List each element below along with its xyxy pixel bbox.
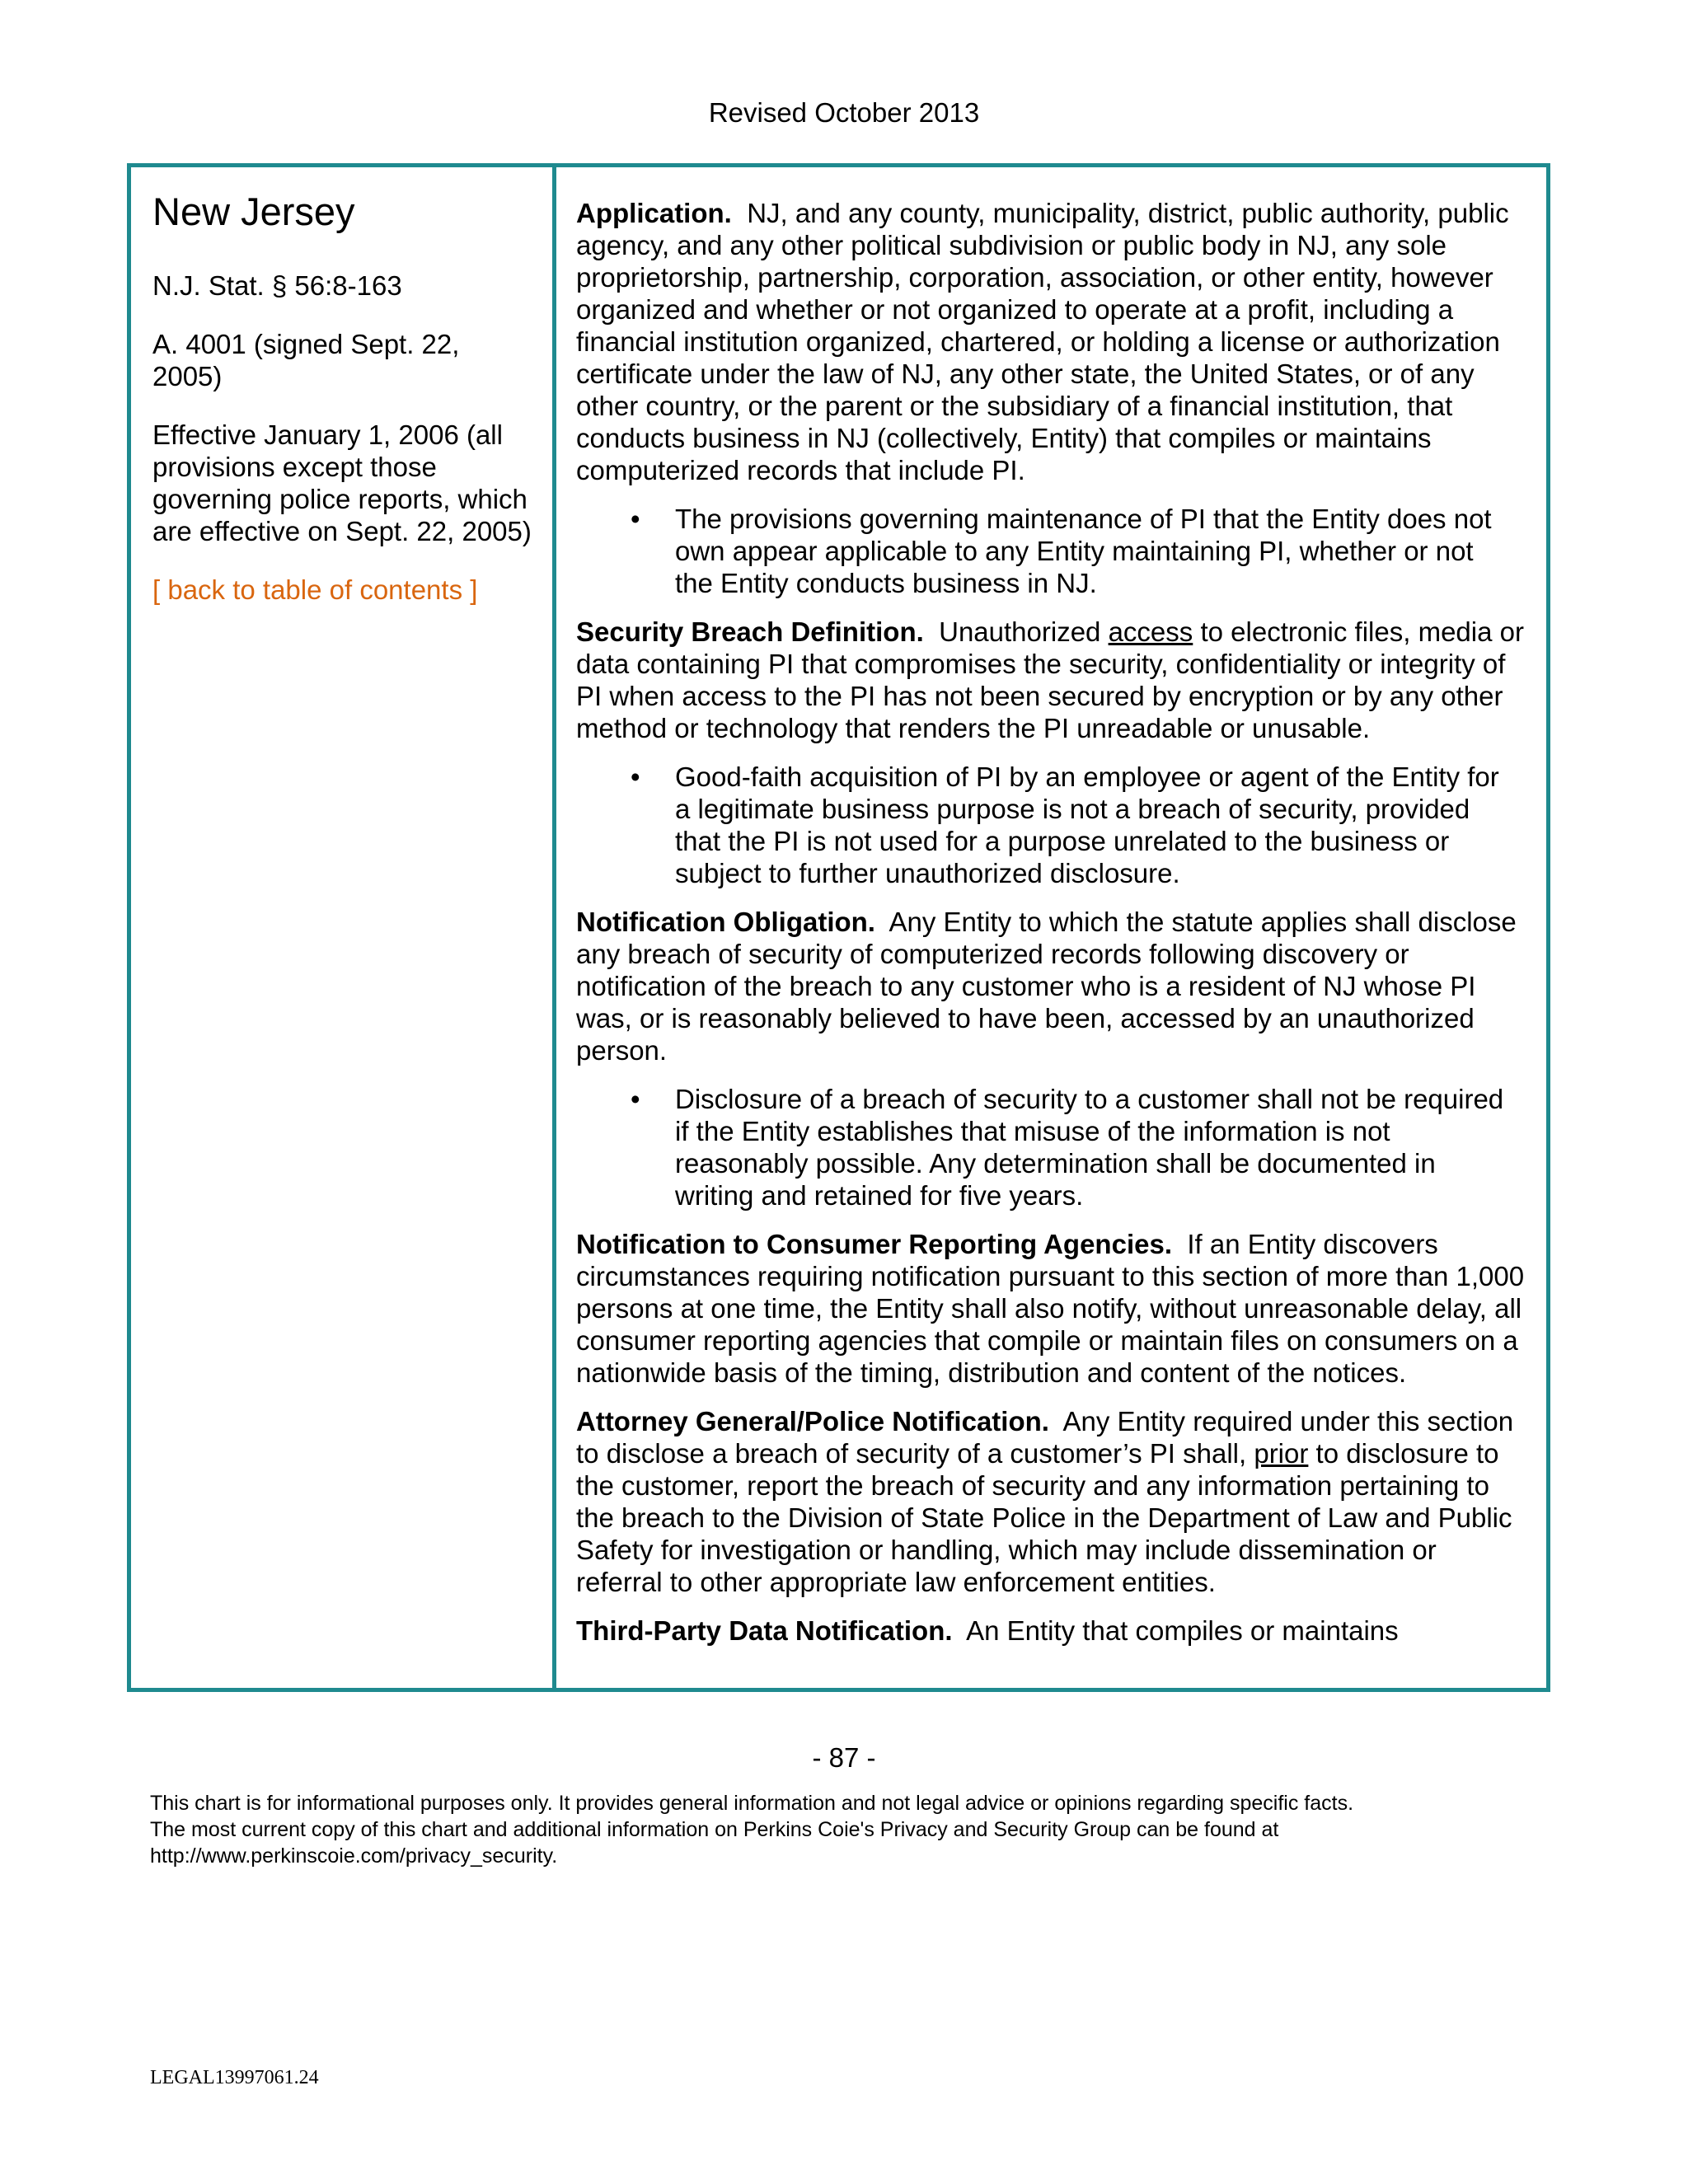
- cra-body: If an Entity discovers circumstances requiring notification pursuant to this section of more than 1,000 persons at one time, the Entity shall also notify, without unreasonable delay, all consumer reporting agencies that compile or maintain files on consumers on a nationwide basis of the timing, distribution and content of the notices.: [576, 1229, 1525, 1388]
- breach-body-post: to electronic files, media or data containing PI that compromises the security, confidentiality or integrity of PI when access to the PI has not been secured by encryption or by any other method or technology that renders the PI unreadable or unusable.: [576, 616, 1524, 743]
- list-item: [576, 503, 1530, 599]
- back-to-toc-link[interactable]: [ back to table of contents ]: [152, 574, 478, 605]
- statute-citation: N.J. Stat. § 56:8-163: [152, 269, 402, 301]
- footer-url[interactable]: http://www.perkinscoie.com/privacy_security.: [150, 1844, 558, 1868]
- breach-body-pre: Unauthorized: [939, 616, 1101, 647]
- list-item: [576, 1083, 1530, 1212]
- footer-line: This chart is for informational purposes only. It provides general information and not legal advice or opinions regarding specific facts.: [150, 1792, 1354, 1815]
- footer-line: The most current copy of this chart and additional information on Perkins Coie's Privacy and Security Group can be found at: [150, 1818, 1279, 1841]
- application-paragraph: [576, 197, 1530, 486]
- ag-body-underline: prior: [1254, 1438, 1309, 1469]
- bullet-icon: •: [631, 762, 640, 792]
- ag-body-post: to disclosure to the customer, report the breach of security and any information pertaining to the breach to the Division of State Police in the Department of Law and Public Safety for investigation or handling, which may include dissemination or referral to other appropriate law enforcement entities.: [576, 1438, 1512, 1597]
- ag-paragraph: [576, 1405, 1530, 1598]
- page-header-revised: Revised October 2013: [708, 97, 980, 128]
- page-number: - 87 -: [812, 1742, 876, 1773]
- breach-bullet: Good-faith acquisition of PI by an employee or agent of the Entity for a legitimate business purpose is not a breach of security, provided that the PI is not used for a purpose unrelated to the business or subject to further unauthorized disclosure.: [675, 762, 1499, 888]
- bill-citation: A. 4001 (signed Sept. 22, 2005): [152, 328, 460, 391]
- notification-paragraph: [576, 906, 1530, 1066]
- application-heading: Application.: [576, 198, 732, 228]
- notification-heading: Notification Obligation.: [576, 907, 875, 937]
- application-bullet: The provisions governing maintenance of PI that the Entity does not own appear applicable to any Entity maintaining PI, whether or not the Entity conducts business in NJ.: [675, 504, 1492, 598]
- third-party-heading: Third-Party Data Notification.: [576, 1615, 953, 1646]
- state-chart-table: [127, 163, 1550, 1692]
- application-body: NJ, and any county, municipality, district, public authority, public agency, and any other political subdivision or public body in NJ, any sole proprietorship, partnership, corporation, association, or other entity, however organized and whether or not organized to operate at a profit, including a financial institution organized, chartered, or holding a license or authorization certificate under the law of NJ, any other state, the United States, or of any other country, or the parent or the subsidiary of a financial institution, that conducts business in NJ (collectively, Entity) that compiles or maintains computerized records that include PI.: [576, 198, 1509, 485]
- breach-heading: Security Breach Definition.: [576, 616, 924, 647]
- state-info-column: [131, 167, 556, 1688]
- effective-date: Effective January 1, 2006 (all provisions except those governing police reports, which are effective on Sept. 22, 2005): [152, 419, 532, 546]
- list-item: [576, 761, 1530, 889]
- bullet-icon: •: [631, 1084, 640, 1114]
- breach-paragraph: [576, 616, 1530, 744]
- notification-body: Any Entity to which the statute applies shall disclose any breach of security of computerized records following discovery or notification of the breach to any customer who is a resident of NJ whose PI was, or is reasonably believed to have been, accessed by an unauthorized person.: [576, 907, 1517, 1066]
- statute-details-column: [556, 167, 1546, 1688]
- ag-heading: Attorney General/Police Notification.: [576, 1406, 1049, 1436]
- ag-body-pre: Any Entity required under this section to disclose a breach of security of a customer’s PI shall,: [576, 1406, 1514, 1469]
- cra-heading: Notification to Consumer Reporting Agencies.: [576, 1229, 1172, 1259]
- disclaimer-footer: [150, 1790, 1551, 1869]
- third-party-body: An Entity that compiles or maintains: [966, 1615, 1399, 1646]
- cra-paragraph: [576, 1228, 1530, 1389]
- third-party-paragraph: [576, 1615, 1530, 1647]
- bullet-icon: •: [631, 504, 640, 534]
- notification-bullet: Disclosure of a breach of security to a customer shall not be required if the Entity establishes that misuse of the information is not reasonably possible. Any determination shall be documented in writing and retained for five years.: [675, 1084, 1504, 1211]
- document-id: LEGAL13997061.24: [150, 2067, 319, 2088]
- breach-body-underline: access: [1108, 616, 1193, 647]
- state-name: New Jersey: [152, 190, 355, 233]
